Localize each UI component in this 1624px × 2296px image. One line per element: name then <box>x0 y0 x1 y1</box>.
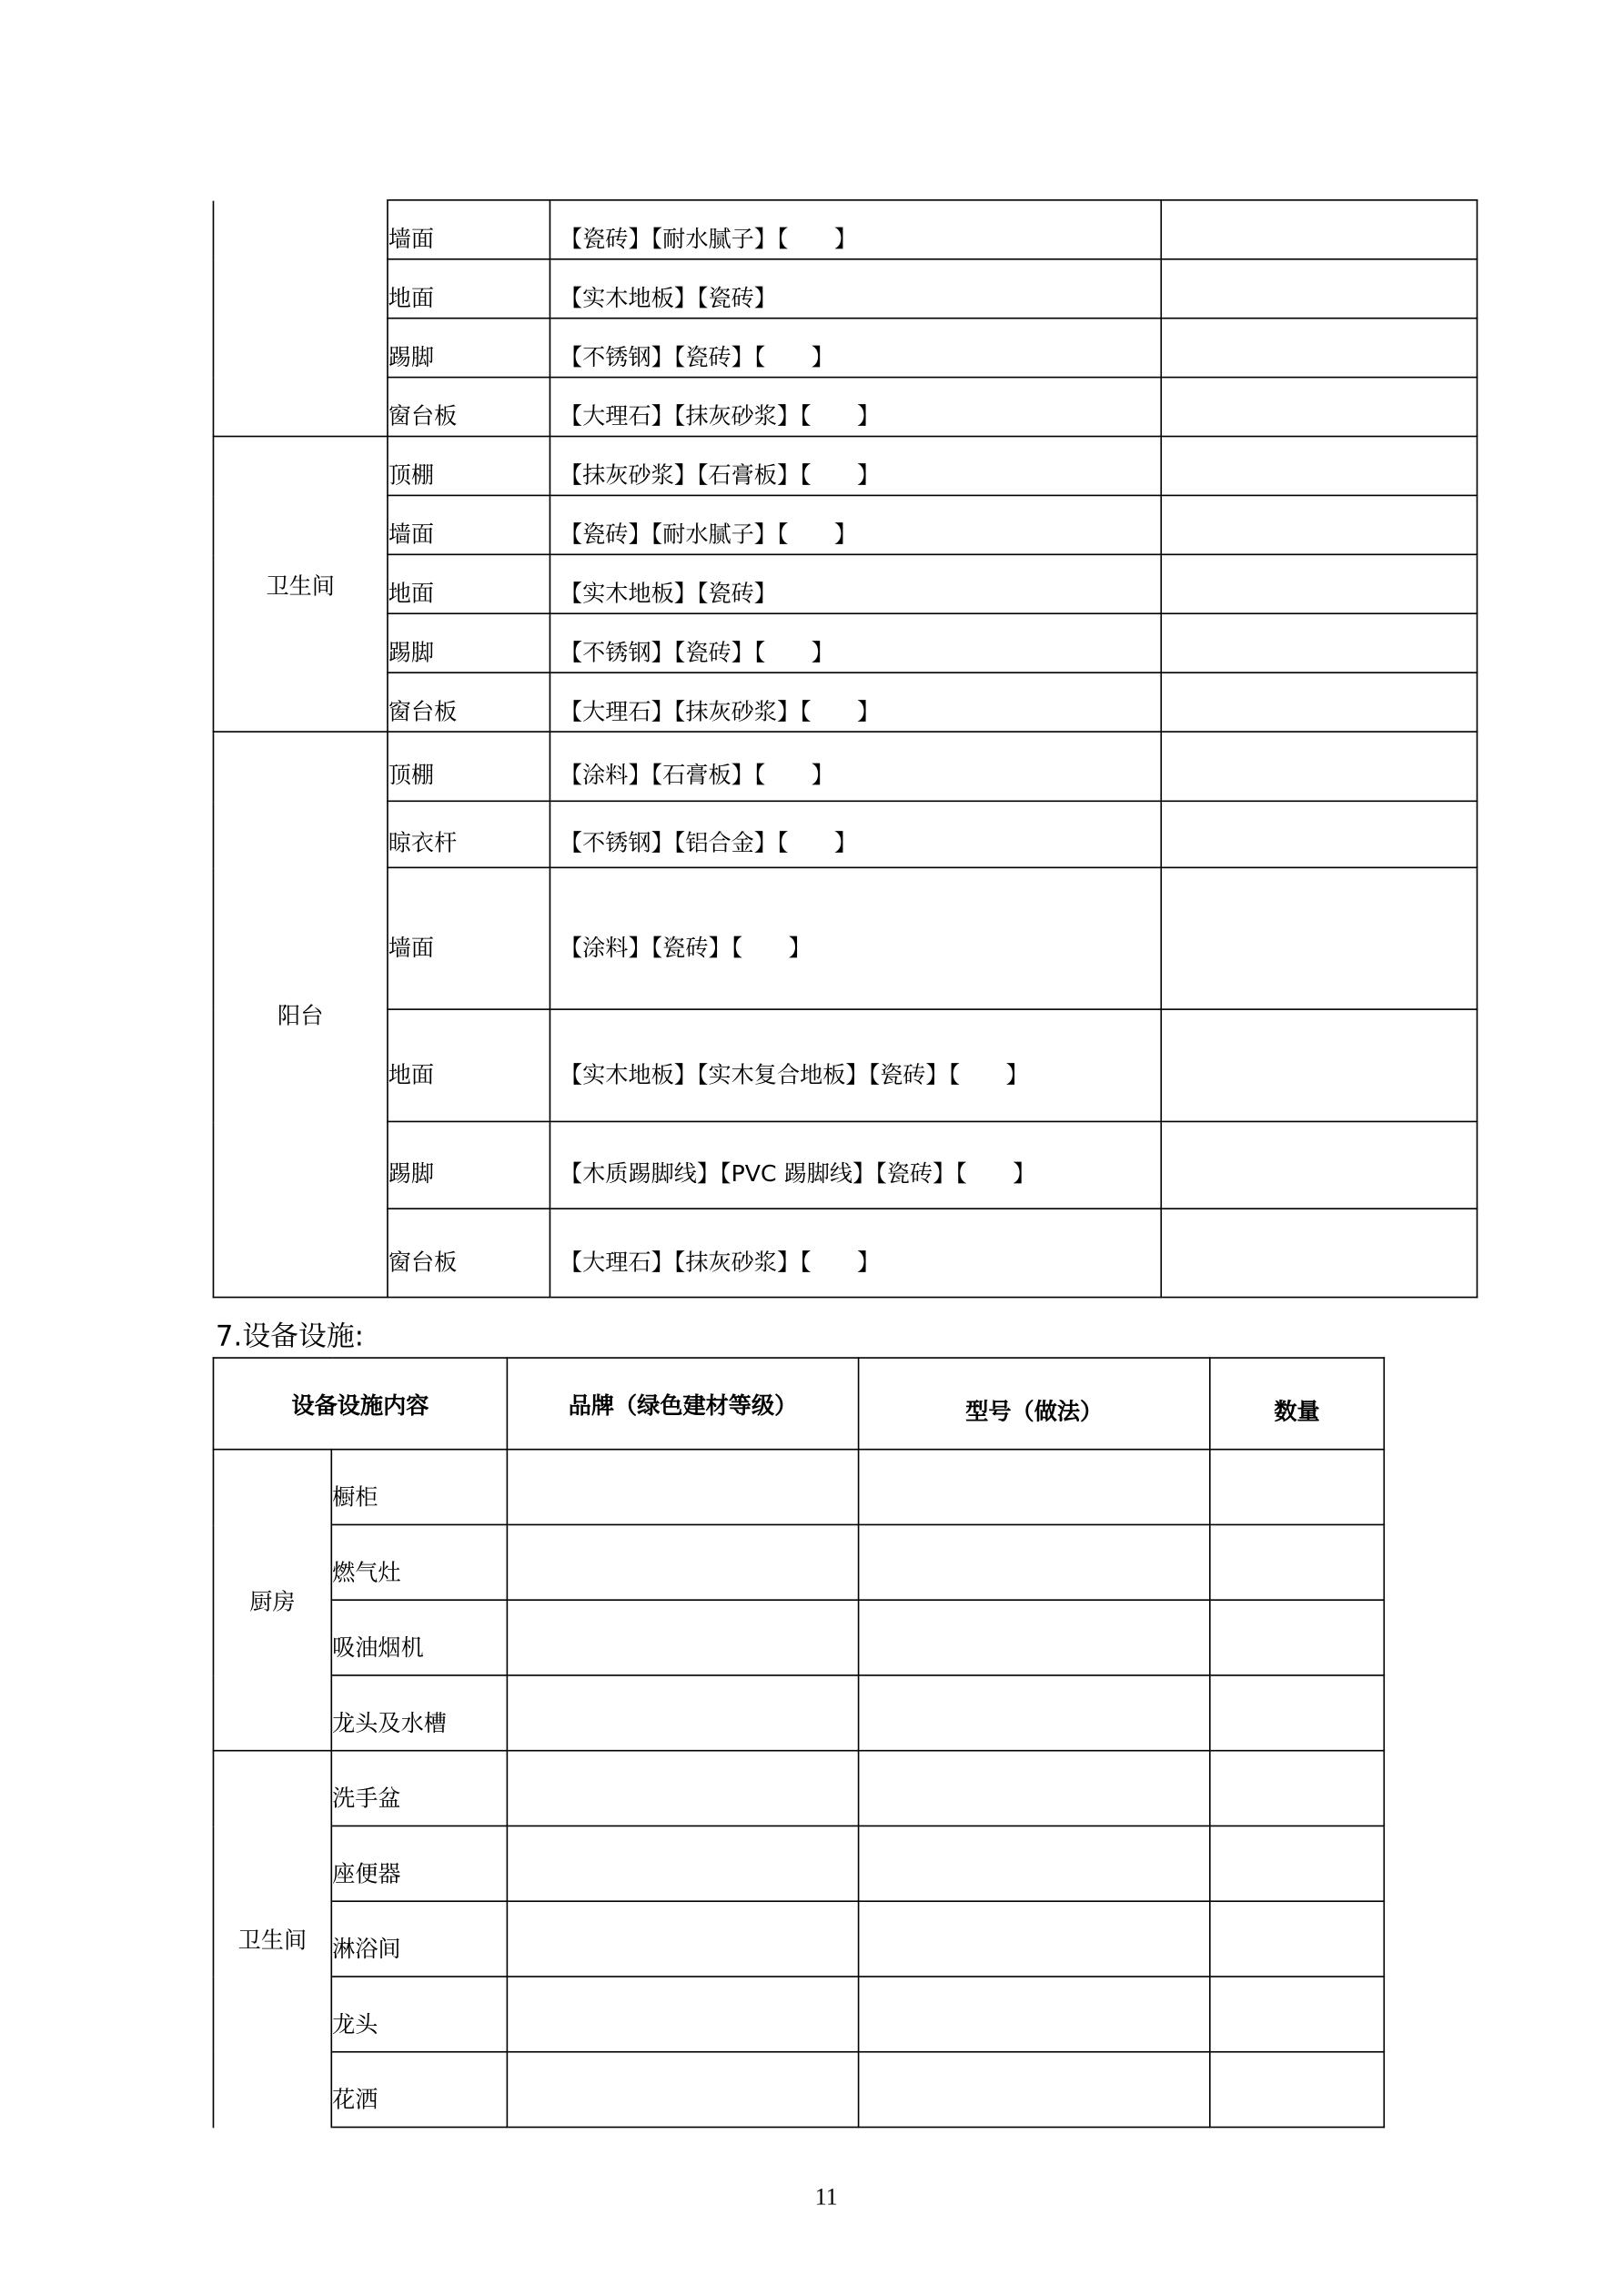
table-row <box>213 613 1477 673</box>
part-cell: 踢脚 <box>388 613 550 673</box>
table-row <box>213 437 1477 496</box>
quantity-cell[interactable] <box>1210 2052 1384 2128</box>
materials-cell: 【涂料】【石膏板】【 】 <box>550 732 1161 801</box>
notes-cell[interactable] <box>1161 1121 1477 1209</box>
room-cell: 阳台 <box>213 732 387 1297</box>
materials-cell: 【大理石】【抹灰砂浆】【 】 <box>550 378 1161 437</box>
quantity-cell[interactable] <box>1210 1450 1384 1525</box>
materials-cell: 【大理石】【抹灰砂浆】【 】 <box>550 1209 1161 1297</box>
equipment-name-cell: 洗手盆 <box>331 1751 507 1826</box>
model-cell[interactable] <box>859 2052 1210 2128</box>
table-row <box>213 1600 1384 1675</box>
materials-cell: 【不锈钢】【瓷砖】【 】 <box>550 319 1161 378</box>
table-row <box>213 1524 1384 1600</box>
room-cell: 卫生间 <box>213 1751 331 2128</box>
table-row <box>213 319 1477 378</box>
brand-cell[interactable] <box>507 1977 858 2052</box>
model-cell[interactable] <box>859 1524 1210 1600</box>
quantity-cell[interactable] <box>1210 1901 1384 1977</box>
finish-materials-table <box>213 199 1478 1298</box>
table-header-row <box>213 1358 1384 1450</box>
materials-cell: 【瓷砖】【耐水腻子】【 】 <box>550 495 1161 554</box>
page-number: 11 <box>814 2185 838 2211</box>
table-row <box>213 2052 1384 2128</box>
brand-cell[interactable] <box>507 1751 858 1826</box>
part-cell: 窗台板 <box>388 673 550 732</box>
equipment-name-cell: 橱柜 <box>331 1450 507 1525</box>
quantity-cell[interactable] <box>1210 1751 1384 1826</box>
notes-cell[interactable] <box>1161 613 1477 673</box>
table-row <box>213 801 1477 867</box>
model-cell[interactable] <box>859 1977 1210 2052</box>
part-cell: 墙面 <box>388 867 550 1009</box>
model-cell[interactable] <box>859 1450 1210 1525</box>
equipment-name-cell: 花洒 <box>331 2052 507 2128</box>
room-cell: 厨房 <box>213 1450 331 1751</box>
section-heading: 7.设备设施: <box>215 1320 365 1353</box>
notes-cell[interactable] <box>1161 319 1477 378</box>
notes-cell[interactable] <box>1161 732 1477 801</box>
materials-cell: 【抹灰砂浆】【石膏板】【 】 <box>550 437 1161 496</box>
part-cell: 顶棚 <box>388 437 550 496</box>
materials-cell: 【不锈钢】【瓷砖】【 】 <box>550 613 1161 673</box>
part-cell: 窗台板 <box>388 1209 550 1297</box>
part-cell: 窗台板 <box>388 378 550 437</box>
materials-cell: 【实木地板】【瓷砖】 <box>550 259 1161 319</box>
materials-cell: 【涂料】【瓷砖】【 】 <box>550 867 1161 1009</box>
part-cell: 墙面 <box>388 495 550 554</box>
table-row <box>213 1675 1384 1751</box>
notes-cell[interactable] <box>1161 867 1477 1009</box>
table-row <box>213 1977 1384 2052</box>
materials-cell: 【大理石】【抹灰砂浆】【 】 <box>550 673 1161 732</box>
table-row <box>213 673 1477 732</box>
equipment-name-cell: 淋浴间 <box>331 1901 507 1977</box>
equipment-table <box>213 1357 1385 2128</box>
part-cell: 踢脚 <box>388 1121 550 1209</box>
part-cell: 晾衣杆 <box>388 801 550 867</box>
header-brand: 品牌（绿色建材等级） <box>507 1358 858 1450</box>
notes-cell[interactable] <box>1161 1209 1477 1297</box>
brand-cell[interactable] <box>507 2052 858 2128</box>
table-row <box>213 1209 1477 1297</box>
notes-cell[interactable] <box>1161 437 1477 496</box>
quantity-cell[interactable] <box>1210 1675 1384 1751</box>
notes-cell[interactable] <box>1161 673 1477 732</box>
part-cell: 踢脚 <box>388 319 550 378</box>
part-cell: 地面 <box>388 259 550 319</box>
notes-cell[interactable] <box>1161 378 1477 437</box>
table-row <box>213 554 1477 613</box>
brand-cell[interactable] <box>507 1450 858 1525</box>
equipment-name-cell: 吸油烟机 <box>331 1600 507 1675</box>
equipment-name-cell: 燃气灶 <box>331 1524 507 1600</box>
part-cell: 墙面 <box>388 200 550 259</box>
part-cell: 地面 <box>388 1009 550 1121</box>
table-row <box>213 200 1477 259</box>
brand-cell[interactable] <box>507 1826 858 1901</box>
table-row <box>213 1009 1477 1121</box>
notes-cell[interactable] <box>1161 259 1477 319</box>
notes-cell[interactable] <box>1161 200 1477 259</box>
equipment-name-cell: 座便器 <box>331 1826 507 1901</box>
brand-cell[interactable] <box>507 1600 858 1675</box>
brand-cell[interactable] <box>507 1524 858 1600</box>
table-row <box>213 1751 1384 1826</box>
table-row <box>213 1450 1384 1525</box>
model-cell[interactable] <box>859 1751 1210 1826</box>
quantity-cell[interactable] <box>1210 1524 1384 1600</box>
table-row <box>213 1826 1384 1901</box>
model-cell[interactable] <box>859 1600 1210 1675</box>
materials-cell: 【瓷砖】【耐水腻子】【 】 <box>550 200 1161 259</box>
quantity-cell[interactable] <box>1210 1977 1384 2052</box>
model-cell[interactable] <box>859 1826 1210 1901</box>
materials-cell: 【实木地板】【实木复合地板】【瓷砖】【 】 <box>550 1009 1161 1121</box>
notes-cell[interactable] <box>1161 1009 1477 1121</box>
part-cell: 顶棚 <box>388 732 550 801</box>
model-cell[interactable] <box>859 1901 1210 1977</box>
table-row <box>213 1121 1477 1209</box>
quantity-cell[interactable] <box>1210 1826 1384 1901</box>
materials-cell: 【木质踢脚线】【PVC 踢脚线】【瓷砖】【 】 <box>550 1121 1161 1209</box>
equipment-name-cell: 龙头 <box>331 1977 507 2052</box>
quantity-cell[interactable] <box>1210 1600 1384 1675</box>
table-row <box>213 732 1477 801</box>
materials-cell: 【实木地板】【瓷砖】 <box>550 554 1161 613</box>
table-row <box>213 495 1477 554</box>
equipment-name-cell: 龙头及水槽 <box>331 1675 507 1751</box>
notes-cell[interactable] <box>1161 554 1477 613</box>
materials-cell: 【不锈钢】【铝合金】【 】 <box>550 801 1161 867</box>
model-cell[interactable] <box>859 1675 1210 1751</box>
notes-cell[interactable] <box>1161 495 1477 554</box>
header-model: 型号（做法） <box>859 1358 1210 1450</box>
room-cell <box>213 200 387 437</box>
brand-cell[interactable] <box>507 1675 858 1751</box>
part-cell: 地面 <box>388 554 550 613</box>
header-content: 设备设施内容 <box>213 1358 507 1450</box>
table-row <box>213 259 1477 319</box>
header-quantity: 数量 <box>1210 1358 1384 1450</box>
table-row <box>213 378 1477 437</box>
room-cell: 卫生间 <box>213 437 387 733</box>
table-row <box>213 1901 1384 1977</box>
brand-cell[interactable] <box>507 1901 858 1977</box>
notes-cell[interactable] <box>1161 801 1477 867</box>
table-row <box>213 867 1477 1009</box>
